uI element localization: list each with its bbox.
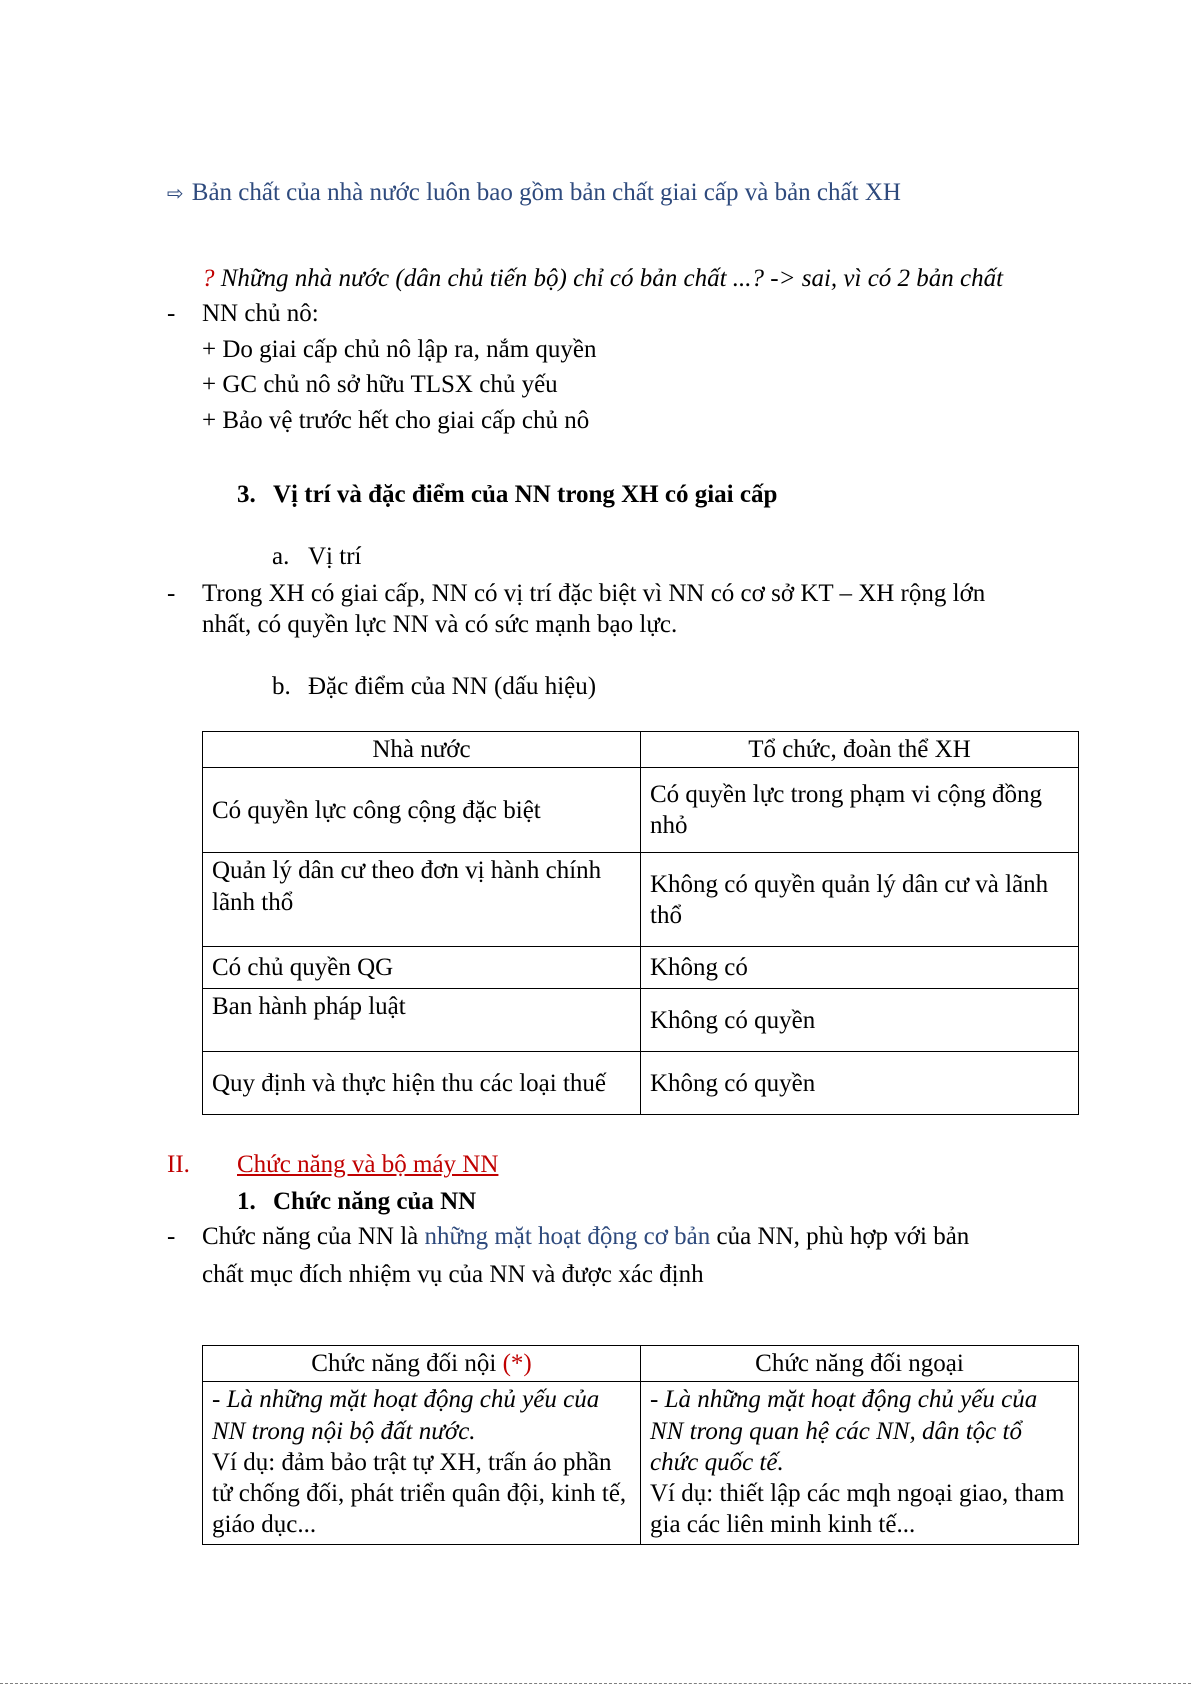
- definition-text: Chức năng của NN là: [202, 1223, 425, 1250]
- features-table: [202, 731, 1079, 1115]
- table-cell: Không có quyền quản lý dân cư và lãnh thổ: [641, 853, 1079, 947]
- question-mark: ?: [202, 265, 215, 292]
- table-cell: Quy định và thực hiện thu các loại thuế: [203, 1052, 641, 1115]
- functions-table: [202, 1345, 1079, 1545]
- section-ii-numeral: II.: [167, 1151, 190, 1178]
- conclusion-text: Bản chất của nhà nước luôn bao gồm bản chất giai cấp và bản chất XH: [191, 179, 901, 206]
- section-ii-title: Chức năng và bộ máy NN: [237, 1151, 499, 1178]
- slave-state-bullet: -: [167, 300, 176, 327]
- table-cell: Ban hành pháp luật: [203, 989, 641, 1052]
- question-text: Những nhà nước (dân chủ tiến bộ) chỉ có bản chất ...? -> sai, vì có 2 bản chất: [214, 265, 1004, 292]
- section-ii-heading: [167, 1149, 498, 1182]
- table-row: [203, 989, 1079, 1052]
- external-function-definition: - Là những mặt hoạt động chủ yếu của NN trong quan hệ các NN, dân tộc tổ chức quốc tế.: [650, 1386, 1038, 1476]
- table-row: [203, 1052, 1079, 1115]
- slave-state-title: NN chủ nô:: [202, 300, 319, 327]
- table-row: [203, 947, 1079, 989]
- internal-function-example: Ví dụ: đảm bảo trật tự XH, trấn áo phần tử chống đối, phát triển quân đội, kinh tế, giáo dục...: [212, 1448, 627, 1539]
- subsection-b-letter: b.: [272, 673, 291, 700]
- table-cell: Có chủ quyền QG: [203, 947, 641, 989]
- table-row: [203, 1382, 1079, 1544]
- table-cell: Không có quyền: [641, 989, 1079, 1052]
- subsection-a-heading: [272, 541, 361, 574]
- subsection-a-letter: a.: [272, 543, 290, 570]
- position-text-line1: Trong XH có giai cấp, NN có vị trí đặc biệt vì NN có cơ sở KT – XH rộng lớn: [202, 580, 986, 607]
- external-function-header: Chức năng đối ngoại: [641, 1346, 1079, 1382]
- definition-highlight: những mặt hoạt động cơ bản: [424, 1223, 711, 1250]
- table-header-row: [203, 732, 1079, 768]
- asterisk-mark: (*): [502, 1350, 532, 1377]
- section-3-number: 3.: [237, 481, 256, 508]
- section-3-heading: [237, 479, 777, 512]
- question-line: [202, 263, 1003, 296]
- conclusion-line: [167, 177, 901, 210]
- table-cell: Không có quyền: [641, 1052, 1079, 1115]
- arrow-right-icon: ⇨: [167, 181, 184, 205]
- internal-function-definition: - Là những mặt hoạt động chủ yếu của NN trong nội bộ đất nước.: [212, 1386, 600, 1445]
- definition-bullet: -: [167, 1223, 176, 1250]
- page-bottom-divider: [0, 1683, 1191, 1684]
- table-row: [203, 853, 1079, 947]
- table-header-cell: Tổ chức, đoàn thể XH: [641, 732, 1079, 768]
- definition-text: của NN, phù hợp với bản: [710, 1223, 970, 1250]
- definition-line1: [202, 1221, 969, 1254]
- table-header-cell: Nhà nước: [203, 732, 641, 768]
- subsection-1-title: Chức năng của NN: [273, 1188, 477, 1215]
- table-header-cell: [203, 1346, 641, 1382]
- table-cell: Có quyền lực trong phạm vi cộng đồng nhỏ: [641, 768, 1079, 853]
- position-text-line2: nhất, có quyền lực NN và có sức mạnh bạo lực.: [202, 611, 678, 638]
- table-row: [203, 768, 1079, 853]
- table-header-row: [203, 1346, 1079, 1382]
- subsection-b-heading: [272, 671, 596, 704]
- slave-state-item: + Bảo vệ trước hết cho giai cấp chủ nô: [202, 407, 590, 434]
- subsection-1-heading: [237, 1186, 476, 1219]
- subsection-a-title: Vị trí: [308, 543, 362, 570]
- table-cell: [641, 1382, 1079, 1544]
- external-function-example: Ví dụ: thiết lập các mqh ngoại giao, tham gia các liên minh kinh tế...: [650, 1480, 1065, 1539]
- subsection-1-number: 1.: [237, 1188, 256, 1215]
- table-cell: [203, 1382, 641, 1544]
- definition-line2: chất mục đích nhiệm vụ của NN và được xác định: [202, 1261, 704, 1288]
- slave-state-item: + GC chủ nô sở hữu TLSX chủ yếu: [202, 371, 558, 398]
- internal-function-header: Chức năng đối nội: [311, 1350, 503, 1377]
- slave-state-item: + Do giai cấp chủ nô lập ra, nắm quyền: [202, 336, 597, 363]
- position-bullet: -: [167, 580, 176, 607]
- subsection-b-title: Đặc điểm của NN (dấu hiệu): [308, 673, 597, 700]
- table-cell: Có quyền lực công cộng đặc biệt: [203, 768, 641, 853]
- table-cell: Không có: [641, 947, 1079, 989]
- table-cell: Quản lý dân cư theo đơn vị hành chính lãnh thổ: [203, 853, 641, 947]
- section-3-title: Vị trí và đặc điểm của NN trong XH có giai cấp: [273, 481, 778, 508]
